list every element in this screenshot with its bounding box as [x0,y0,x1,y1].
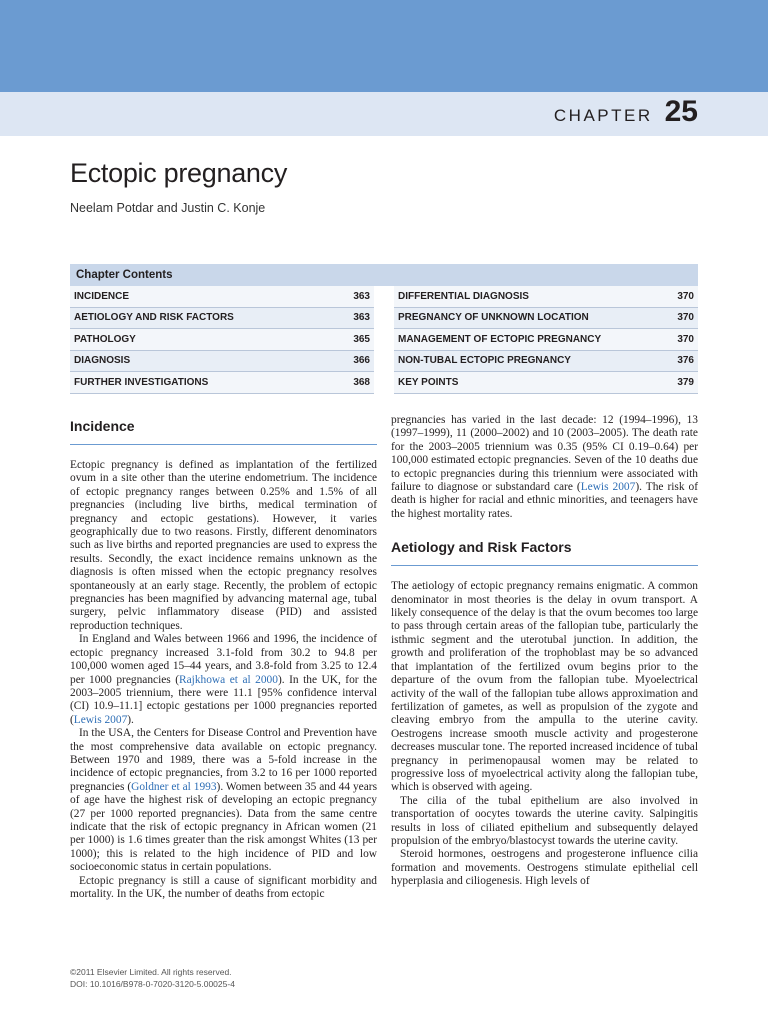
contents-label: PREGNANCY OF UNKNOWN LOCATION [398,312,589,324]
body-paragraph: pregnancies has varied in the last decade: 12 (1994–1996), 13 (1997–1999), 11 (2000–2002) and 10 (2003–2005). The death rate for the 2003–2005 triennium was 0.35 (95% CI 0.19–0.64) per 100,000 estimated ectopic pregnancies. Seven of the 10 deaths due to ectopic pregnancies during this triennium were associated with failure to diagnose or substandard care (Lewis 2007). The risk of death is higher for racial and ethnic minorities, and teenagers have the highest mortality rates. [391,414,699,520]
doi: DOI: 10.1016/B978-0-7020-3120-5.00025-4 [70,979,235,989]
contents-row[interactable] [394,286,698,308]
chapter-contents-table [70,264,698,394]
contents-page: 366 [353,355,370,367]
body-paragraph: Steroid hormones, oestrogens and progesterone influence cilia formation and movements. Oestrogens stimulate epithelial cell hyperplasia and ciliogenesis. High levels of [391,848,698,888]
contents-label: KEY POINTS [398,376,459,388]
contents-left-column [70,286,374,394]
contents-label: INCIDENCE [74,290,130,302]
contents-row[interactable] [70,351,374,373]
citation-link[interactable]: Lewis 2007 [73,713,128,726]
chapter-label [554,95,698,131]
contents-row[interactable] [394,308,698,330]
chapter-word: CHAPTER [553,106,653,125]
chapter-number: 25 [664,95,698,128]
contents-label: PATHOLOGY [74,333,136,345]
contents-row[interactable] [70,286,374,308]
page-footer [70,966,235,990]
citation-link[interactable]: Goldner et al 1993 [131,780,217,793]
contents-page: 379 [677,376,694,388]
body-paragraph: The cilia of the tubal epithelium are also involved in transportation of oocytes towards the uterine cavity. Salpingitis results in loss of ciliated epithelium and subsequently delayed propulsion of the embryo/blastocyst towards the uterine cavity. [391,794,698,847]
contents-page: 368 [353,376,370,388]
body-paragraph: Ectopic pregnancy is defined as implantation of the fertilized ovum in a site other than the uterine endometrium. The incidence of ectopic pregnancy ranges between 0.25% and 1.5% of all pregnancies (including live births, medical termination of pregnancy and ectopic gestations). However, it varies geographically due to two reasons. Firstly, different denominators such as live births and reported pregnancies are used to express the results. Secondly, the exact incidence remains unknown as the diagnosis is often missed when the ectopic pregnancy resolves spontaneously at an early stage. Recently, the problem of ectopic pregnancies has been magnified by advancing maternal age, tubal surgery, pelvic inflammatory disease (PID) and assisted reproduction techniques. [70,459,377,632]
contents-row[interactable] [394,351,698,373]
header-color-band [0,0,768,92]
section-heading-incidence: Incidence [70,410,377,445]
contents-page: 370 [677,312,694,324]
contents-page: 363 [353,290,370,302]
contents-row[interactable] [70,372,374,394]
page-title: Ectopic pregnancy [70,158,288,188]
contents-page: 365 [353,333,370,345]
contents-label: NON-TUBAL ECTOPIC PREGNANCY [398,355,571,367]
contents-label: MANAGEMENT OF ECTOPIC PREGNANCY [398,333,602,345]
contents-heading: Chapter Contents [70,264,698,286]
contents-label: FURTHER INVESTIGATIONS [74,376,209,388]
copyright: ©2011 Elsevier Limited. All rights reserved. [70,967,232,977]
body-paragraph: In England and Wales between 1966 and 1996, the incidence of ectopic pregnancy increased 3.1-fold from 30.2 to 94.8 per 100,000 women aged 15–44 years, and 3.8-fold from 3.25 to 12.4 per 1000 pregnancies (Rajkhowa et al 2000). In the UK, for the 2003–2005 triennium, there were 11.1 [95% confidence interval (CI) 10.9–11.1] ectopic gestations per 1000 pregnancies reported (Lewis 2007). [70,633,378,726]
contents-label: DIFFERENTIAL DIAGNOSIS [398,290,529,302]
contents-row[interactable] [394,372,698,394]
body-paragraph: In the USA, the Centers for Disease Control and Prevention have the most comprehensive data available on ectopic pregnancy. Between 1970 and 1989, there was a 5-fold increase in the incidence of ectopic pregnancies, from 3.2 to 16 per 1000 reported pregnancies (Goldner et al 1993). Women between 35 and 44 years of age have the highest risk of developing an ectopic pregnancy (27 per 1000 reported pregnancies). Data from the same centre indicate that the risk of ectopic pregnancy in African women (21 per 1000) is 1.6 times greater than the risk amongst Whites (13 per 1000); this is related to the high incidence of PID and low socioeconomic status in certain populations. [70,727,377,874]
contents-row[interactable] [394,329,698,351]
contents-row[interactable] [70,308,374,330]
contents-page: 370 [677,333,694,345]
right-column [391,410,698,889]
contents-page: 370 [677,290,694,302]
contents-label: DIAGNOSIS [74,355,131,367]
contents-right-column [394,286,698,394]
contents-label: AETIOLOGY AND RISK FACTORS [74,312,234,324]
citation-link[interactable]: Rajkhowa et al 2000 [179,673,278,686]
body-paragraph: The aetiology of ectopic pregnancy remains enigmatic. A common denominator in most theories is the delay in ovum transport. A likely consequence of the delay is that the ovum becomes too large to pass through certain areas of the fallopian tube, particularly the isthmic segment and the uterotubal junction. In addition, the growth and proliferation of the trophoblast may be so advanced that implantation of the fertilized ovum begins prior to the departure of the ovum from the fallopian tube. Myoelectrical activity of the wall of the fallopian tube allows approximation and fertilization of gametes, as well as propulsion of the zygote and cleaving embryo from the ampulla to the uterine cavity. Oestrogens increase smooth muscle activity and progesterone decreases muscular tone. The reported increased incidence of tubal pregnancy in perimenopausal women may be related to progressive loss of myoelectrical activity along the fallopian tube, which is observed with ageing. [391,580,698,794]
authors: Neelam Potdar and Justin C. Konje [70,201,266,215]
contents-page: 363 [353,312,370,324]
contents-row[interactable] [70,329,374,351]
body-paragraph: Ectopic pregnancy is still a cause of significant morbidity and mortality. In the UK, the number of deaths from ectopic [70,874,377,900]
citation-link[interactable]: Lewis 2007 [580,481,636,494]
left-column [70,410,377,901]
section-heading-aetiology: Aetiology and Risk Factors [391,531,698,566]
contents-page: 376 [677,355,694,367]
